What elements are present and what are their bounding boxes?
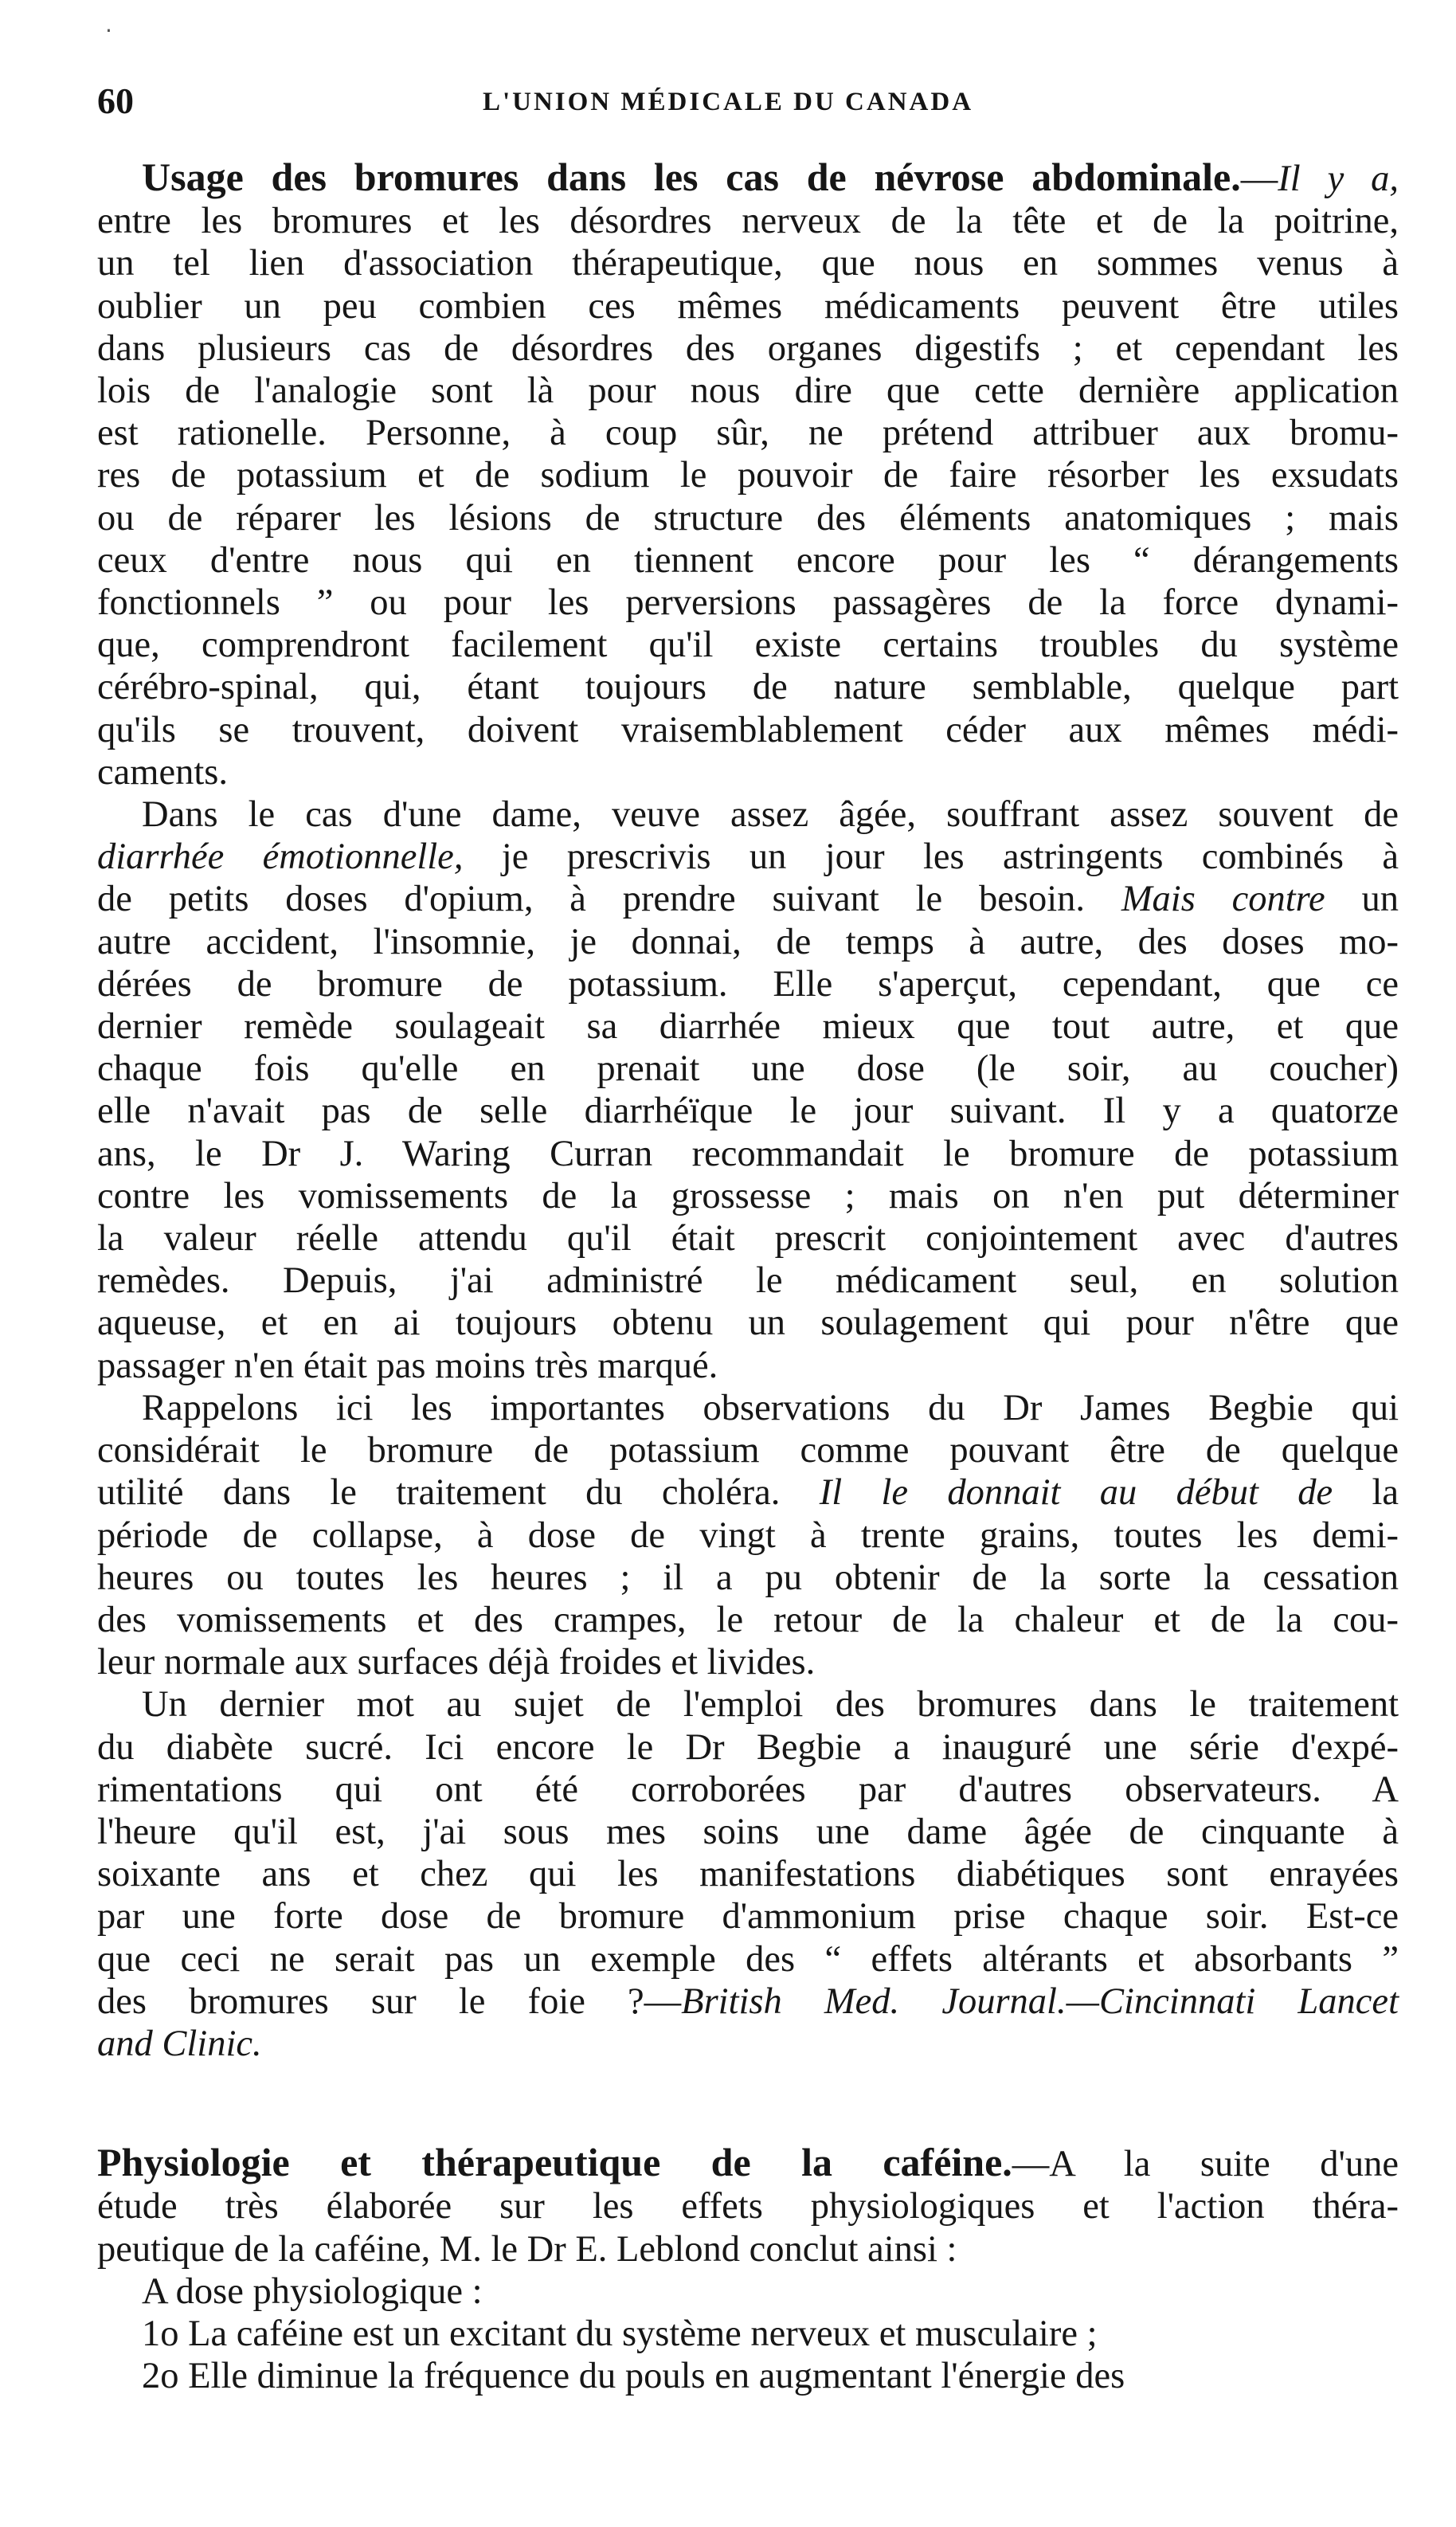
bromures-line: que, comprendront facilement qu'il existe certains troubles du système [97, 625, 1399, 666]
bromures-line: qu'ils se trouvent, doivent vraisemblablement céder aux mêmes médi- [97, 709, 1399, 750]
paragraph-2-line: aqueuse, et en ai toujours obtenu un soulagement qui pour n'être que [97, 1303, 1399, 1344]
bromures-line: ceux d'entre nous qui en tiennent encore pour les “ dérangements [97, 539, 1399, 581]
conclusion-item [97, 2355, 1399, 2397]
citation-end: and Clinic. [97, 2023, 262, 2064]
bromures-line: oublier un peu combien ces mêmes médicaments peuvent être utiles [97, 285, 1399, 327]
paragraph-2-line: contre les vomissements de la grossesse ; mais on n'en put déterminer [97, 1175, 1399, 1216]
item-number: 2o [142, 2356, 179, 2397]
text-fragment: utilité dans le traitement du choléra. [97, 1472, 820, 1514]
paragraph-2-line: chaque fois qu'elle en prenait une dose (le soir, au coucher) [97, 1048, 1399, 1090]
paragraph-2-line [97, 836, 1399, 878]
paragraph-4-line: par une forte dose de bromure d'ammonium prise chaque soir. Est-ce [97, 1896, 1399, 1937]
bromures-line: lois de l'analogie sont là pour nous dire que cette dernière application [97, 370, 1399, 412]
paragraph-2-line: la valeur réelle attendu qu'il était prescrit conjointement avec d'autres [97, 1218, 1399, 1260]
citation: British Med. Journal.—Cincinnati Lancet [681, 1980, 1399, 2022]
paragraph-2-line: autre accident, l'insomnie, je donnai, de temps à autre, des doses mo- [97, 921, 1399, 962]
section-spacer [97, 2065, 1399, 2141]
text-fragment: la [1333, 1472, 1399, 1514]
cafeine-line: peutique de la caféine, M. le Dr E. Leblond conclut ainsi : [97, 2228, 957, 2270]
bromures-line: entre les bromures et les désordres nerveux de la tête et de la poitrine, [97, 201, 1399, 242]
article-body [97, 156, 1399, 2397]
paragraph-4-line: que ceci ne serait pas un exemple des “ effets altérants et absorbants ” [97, 1938, 1399, 1980]
paragraph-3-line [97, 1471, 1399, 1514]
text-fragment: un [1325, 879, 1399, 920]
bromures-title: Usage des bromures dans les cas de névrose abdominale. [142, 155, 1241, 199]
dose-heading: A dose physiologique : [142, 2270, 483, 2312]
text-fragment: des bromures sur le foie ?— [97, 1980, 682, 2022]
bromures-line: dans plusieurs cas de désordres des organes digestifs ; et cependant les [97, 327, 1399, 369]
paragraph-2-line: elle n'avait pas de selle diarrhéïque le jour suivant. Il y a quatorze [97, 1091, 1399, 1132]
item-number: 1o [142, 2313, 179, 2354]
paragraph-2-line: dernier remède soulageait sa diarrhée mieux que tout autre, et que [97, 1006, 1399, 1048]
bromures-line: un tel lien d'association thérapeutique, que nous en sommes venus à [97, 243, 1399, 284]
text-fragment: je prescrivis un jour les astringents combinés à [463, 836, 1399, 878]
conclusion-item [97, 2313, 1399, 2355]
cafeine-title-rest: —A la suite d'une [1012, 2144, 1399, 2185]
paragraph-2-line: ans, le Dr J. Waring Curran recommandait le bromure de potassium [97, 1133, 1399, 1174]
cafeine-title: Physiologie et thérapeutique de la caféine. [97, 2140, 1012, 2185]
paragraph-4-line: rimentations qui ont été corroborées par d'autres observateurs. A [97, 1769, 1399, 1810]
item-text: Elle diminue la fréquence du pouls en augmentant l'énergie des [188, 2356, 1125, 2397]
text-fragment: de petits doses d'opium, à prendre suivant le besoin. [97, 879, 1121, 920]
bromures-line: cérébro-spinal, qui, étant toujours de nature semblable, quelque part [97, 667, 1399, 708]
bromures-line: caments. [97, 751, 228, 793]
bromures-line: est rationelle. Personne, à coup sûr, ne prétend attribuer aux bromu- [97, 413, 1399, 454]
paragraph-4-line: soixante ans et chez qui les manifestations diabétiques sont enrayées [97, 1854, 1399, 1895]
paragraph-2-line: passager n'en était pas moins très marqué. [97, 1345, 718, 1386]
running-title: L'UNION MÉDICALE DU CANADA [482, 88, 974, 116]
page-number: 60 [97, 80, 134, 121]
paragraph-2-line: dérées de bromure de potassium. Elle s'aperçut, cependant, que ce [97, 963, 1399, 1005]
paragraph-3-line: des vomissements et des crampes, le retour de la chaleur et de la cou- [97, 1599, 1399, 1640]
bromures-title-line [97, 156, 1399, 200]
paragraph-3-line: leur normale aux surfaces déjà froides et livides. [97, 1642, 816, 1683]
paragraph-2-line: Dans le cas d'une dame, veuve assez âgée, souffrant assez souvent de [142, 794, 1399, 836]
paragraph-4-line: du diabète sucré. Ici encore le Dr Begbie a inauguré une série d'expé- [97, 1726, 1399, 1768]
cafeine-title-line [97, 2141, 1399, 2185]
cafeine-line: étude très élaborée sur les effets physiologiques et l'action théra- [97, 2186, 1399, 2227]
paragraph-4-line: Un dernier mot au sujet de l'emploi des bromures dans le traitement [142, 1684, 1399, 1726]
italic-phrase: Il le donnait au début de [819, 1472, 1333, 1514]
paragraph-3-line: considérait le bromure de potassium comme pouvant être de quelque [97, 1430, 1399, 1471]
paragraph-3-line: période de collapse, à dose de vingt à trente grains, toutes les demi- [97, 1514, 1399, 1556]
page-header [0, 80, 1456, 127]
paragraph-4-line [97, 1980, 1399, 2023]
paragraph-2-line [97, 878, 1399, 920]
bromures-line: ou de réparer les lésions de structure des éléments anatomiques ; mais [97, 497, 1399, 539]
bromures-line: fonctionnels ” ou pour les perversions passagères de la force dynami- [97, 582, 1399, 624]
paragraph-3-line: Rappelons ici les importantes observations du Dr James Begbie qui [142, 1387, 1399, 1428]
paragraph-2-line: remèdes. Depuis, j'ai administré le médicament seul, en solution [97, 1260, 1399, 1302]
bromures-line: res de potassium et de sodium le pouvoir de faire résorber les exsudats [97, 455, 1399, 496]
paragraph-4-line: l'heure qu'il est, j'ai sous mes soins une dame âgée de cinquante à [97, 1811, 1399, 1852]
bromures-intro: Il y a, [1278, 159, 1399, 199]
bromures-dash: — [1240, 159, 1278, 199]
item-text: La caféine est un excitant du système nerveux et musculaire ; [188, 2313, 1098, 2354]
italic-phrase: diarrhée émotionnelle, [97, 836, 464, 878]
italic-phrase: Mais contre [1121, 879, 1325, 920]
paragraph-3-line: heures ou toutes les heures ; il a pu obtenir de la sorte la cessation [97, 1557, 1399, 1598]
speck-ornament: · [105, 18, 112, 44]
